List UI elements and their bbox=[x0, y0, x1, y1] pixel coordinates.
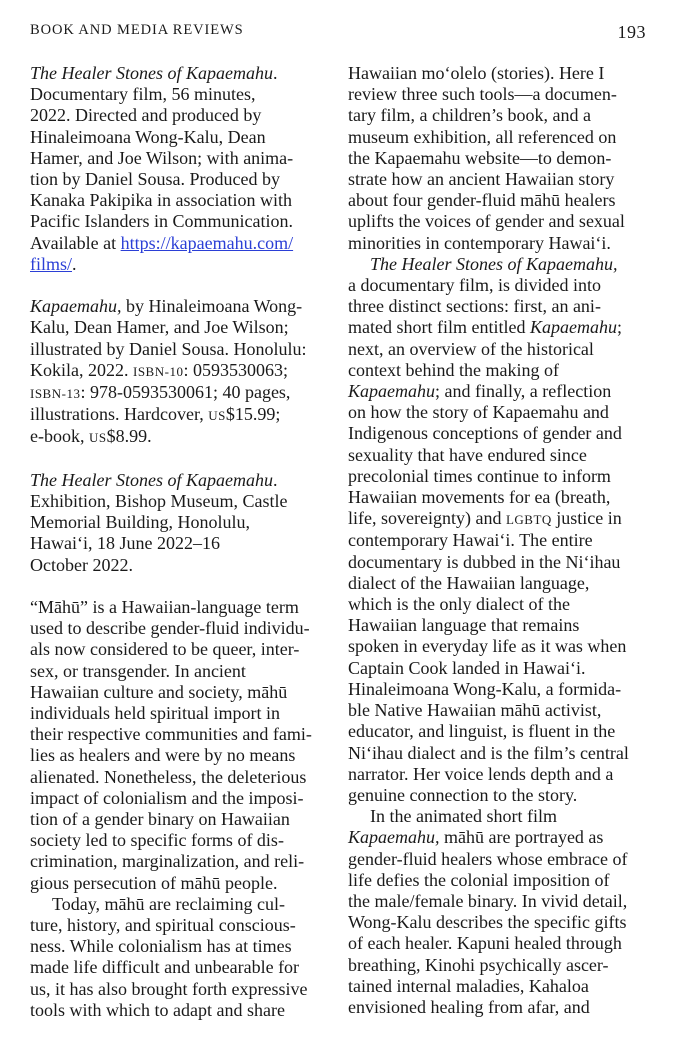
page-number: 193 bbox=[617, 22, 646, 42]
film-citation: The Healer Stones of Kapaemahu. Documentary film, 56 minutes, 2022. Directed and produced by Hinaleimoana Wong-Kalu, Dean Hamer, and Joe Wilson; with anima- tion by Daniel Sousa. Produced by Kanaka Pakipika in association with Pacific Islanders in Communication. Available at https://kapaemahu.com/ films/. bbox=[30, 63, 294, 274]
exhibition-title: The Healer Stones of Kapaemahu bbox=[30, 469, 273, 490]
review-paragraph: “Māhū” is a Hawaiian-language term used to describe gender-fluid individu- als now considered to be queer, inter- sex, or transgender. In ancient Hawaiian culture and society, māhū individuals held spiritual import in their respective communities and fami- lies as healers and were by no means alienated. Nonetheless, the deleterious impact of colonialism and the imposi- tion of a gender binary on Hawaiian society led to specific forms of dis- crimination, marginalization, and reli- gious persecution of māhū people. bbox=[30, 597, 312, 893]
book-title: Kapaemahu, bbox=[30, 296, 122, 317]
exhibition-citation: The Healer Stones of Kapaemahu. Exhibition, Bishop Museum, Castle Memorial Building, Honolulu, Hawai‘i, 18 June 2022–16 October 2022. bbox=[30, 469, 288, 575]
running-head bbox=[30, 22, 646, 44]
journal-section-title: BOOK AND MEDIA REVIEWS bbox=[30, 22, 244, 38]
right-column bbox=[348, 63, 646, 1018]
film-title: The Healer Stones of Kapaemahu bbox=[30, 63, 273, 83]
review-paragraph: In the animated short film Kapaemahu, māhū are portrayed as gender-fluid healers whose embrace of life defies the colonial imposition of the male/female binary. In vivid detail, Wong-Kalu describes the specific gifts of each healer. Kapuni healed through breathing, Kinohi psychically ascer- tained internal maladies, Kahaloa envisioned healing from afar, and bbox=[348, 806, 628, 1017]
review-paragraph: The Healer Stones of Kapaemahu, a documentary film, is divided into three distinct sections: first, an ani- mated short film entitled Kapaemahu; next, an overview of the historical context behind the making of Kapaemahu; and finally, a reflection on how the story of Kapaemahu and Indigenous conceptions of gender and sexuality that have endured since precolonial times continue to inform Hawaiian movements for ea (breath, life, sovereignty) and LGBTQ justice in contemporary Hawai‘i. The entire documentary is dubbed in the Ni‘ihau dialect of the Hawaiian language, which is the only dialect of the Hawaiian language that remains spoken in everyday life as it was when Captain Cook landed in Hawai‘i. Hinaleimoana Wong-Kalu, a formida- ble Native Hawaiian māhū activist, educator, and linguist, is fluent in the Ni‘ihau dialect and is the film’s central narrator. Her voice lends depth and a genuine connection to the story. bbox=[348, 253, 629, 805]
isbn13-label: ISBN-13 bbox=[30, 386, 81, 402]
review-paragraph: Hawaiian mo‘olelo (stories). Here I review three such tools—a documen- tary film, a children’s book, and a museum exhibition, all referenced on the Kapaemahu website—to demon- strate how an ancient Hawaiian story about four gender-fluid māhū healers uplifts the voices of gender and sexual minorities in contemporary Hawai‘i. bbox=[348, 63, 625, 253]
left-column bbox=[30, 63, 332, 1021]
book-citation: Kapaemahu, by Hinaleimoana Wong- Kalu, Dean Hamer, and Joe Wilson; illustrated by Daniel Sousa. Honolulu: Kokila, 2022. ISBN-10: 0593530063; ISBN-13: 978-0593530061; 40 pages, illustrations. Hardcover, US$15.99; e-book, US$8.99. bbox=[30, 296, 307, 447]
kapaemahu-films-link[interactable]: https://kapaemahu.com/ bbox=[120, 232, 294, 253]
review-paragraph: Today, māhū are reclaiming cul- ture, history, and spiritual conscious- ness. While colonialism has at times made life difficult and unbearable for us, it has also brought forth expressive tools with which to adapt and share bbox=[30, 893, 308, 1020]
kapaemahu-films-link-continued[interactable]: films/ bbox=[30, 253, 73, 274]
isbn10-label: ISBN-10 bbox=[133, 363, 184, 379]
